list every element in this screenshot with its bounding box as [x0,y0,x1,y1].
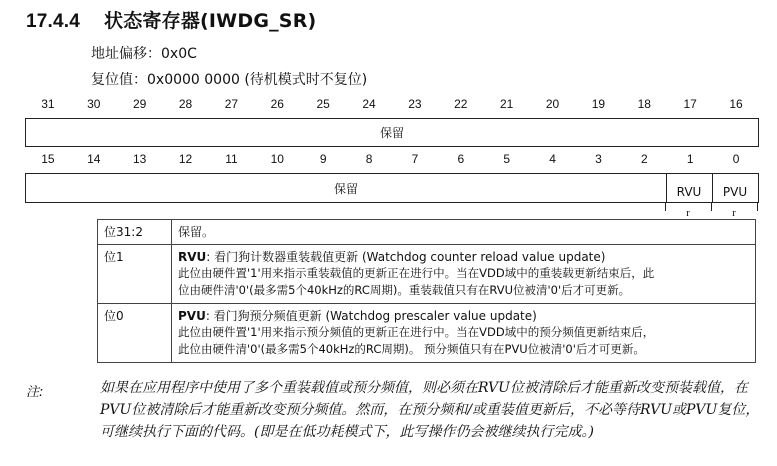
rvu-field: RVU [676,184,702,199]
description-line: 此位由硬件置'1'用来指示预分频值的更新正在进行中。当在VDD域中的预分频值更新结束后， [178,325,655,339]
bit-number: 12 [178,152,193,166]
bit-number: 24 [362,97,376,111]
section-title: 状态寄存器(IWDG_SR) [104,10,317,32]
bit-number: 6 [457,152,465,166]
bit-number: 19 [591,97,606,111]
bit-number: 9 [319,152,327,166]
register-upper-row [25,118,759,147]
bit-number: 7 [411,152,419,166]
bit-number: 10 [270,152,284,166]
description-line: 此位由硬件清'0'(最多需5个40kHz的RC周期)。 预分频值只有在PVU位被清'0'后才可更新。 [178,342,645,356]
description-cell [172,245,756,304]
description-line: 位由硬件清'0'(最多需5个40kHz的RC周期)。重装载值只有在RVU位被清'0'后才可更新。 [178,283,631,297]
bit-number: 31 [41,97,55,111]
bit-description-table [97,219,756,363]
bit-number: 22 [454,97,468,111]
description-title: : 看门狗预分频值更新 (Watchdog prescaler value update) [205,309,537,323]
register-lower-row [25,173,759,203]
table-row [98,245,756,304]
bit-number: 16 [729,97,743,111]
field-name: PVU [178,309,206,323]
bit-range-cell: 位31:2 [98,220,172,245]
bit-range-cell: 位1 [98,245,172,304]
bit-number: 20 [545,97,560,111]
access-tick [757,203,758,211]
table-row [98,220,756,245]
bit-number: 0 [732,152,740,166]
bit-number: 23 [408,97,422,111]
bit-number: 1 [686,152,694,166]
access-row [25,203,759,219]
note-text: 如果在应用程序中使用了多个重装载值或预分频值，则必须在RVU位被清除后才能重新改变预装载值，在PVU位被清除后才能重新改变预分频值。然而，在预分频和/或重装值更新后，不必等待RVU或PVU复位，可继续执行下面的代码。(即是在低功耗模式下，此写操作仍会被继续执行完成。) [100,380,760,440]
section-number: 17.4.4 [26,11,81,32]
rvu-access: r [686,207,690,219]
bit-number: 25 [316,97,330,111]
note-label: 注: [26,385,44,400]
bit-number: 14 [87,152,101,166]
bit-number: 29 [133,97,147,111]
description-title: : 看门狗计数器重装载值更新 (Watchdog counter reload value update) [206,250,606,264]
field-name: RVU [178,250,207,264]
description-cell [172,304,756,363]
section-heading [26,6,316,33]
pvu-field: PVU [722,184,748,199]
bit-number: 28 [178,97,193,111]
pvu-access: r [732,207,736,219]
bit-number: 2 [640,152,648,166]
upper-bit-numbers [25,97,759,113]
address-offset: 地址偏移：0x0C [91,46,197,62]
bit-range-cell: 位0 [98,304,172,363]
description-line: 此位由硬件置'1'用来指示重装载值的更新正在进行中。当在VDD域中的重装载更新结束后，此 [178,266,655,280]
bit-number: 11 [225,152,238,166]
reserved-field-lower: 保留 [333,181,358,196]
bit-number: 26 [270,97,284,111]
reserved-field-upper: 保留 [379,126,404,140]
bit-number: 4 [549,152,556,166]
table-row [98,304,756,363]
bit-number: 15 [41,152,55,166]
lower-bit-numbers [25,152,759,168]
bit-number: 17 [683,97,697,111]
bit-number: 5 [503,152,511,166]
bit-number: 13 [133,152,147,166]
bit-number: 8 [365,152,373,166]
bit-number: 3 [595,152,602,166]
bit-number: 27 [224,97,239,111]
reset-value: 复位值：0x0000 0000 (待机模式时不复位) [91,72,368,88]
description-cell [172,220,756,245]
bit-number: 21 [500,97,514,111]
bit-number: 30 [87,97,101,111]
bit-number: 18 [637,97,651,111]
description-title: 保留。 [178,225,215,239]
